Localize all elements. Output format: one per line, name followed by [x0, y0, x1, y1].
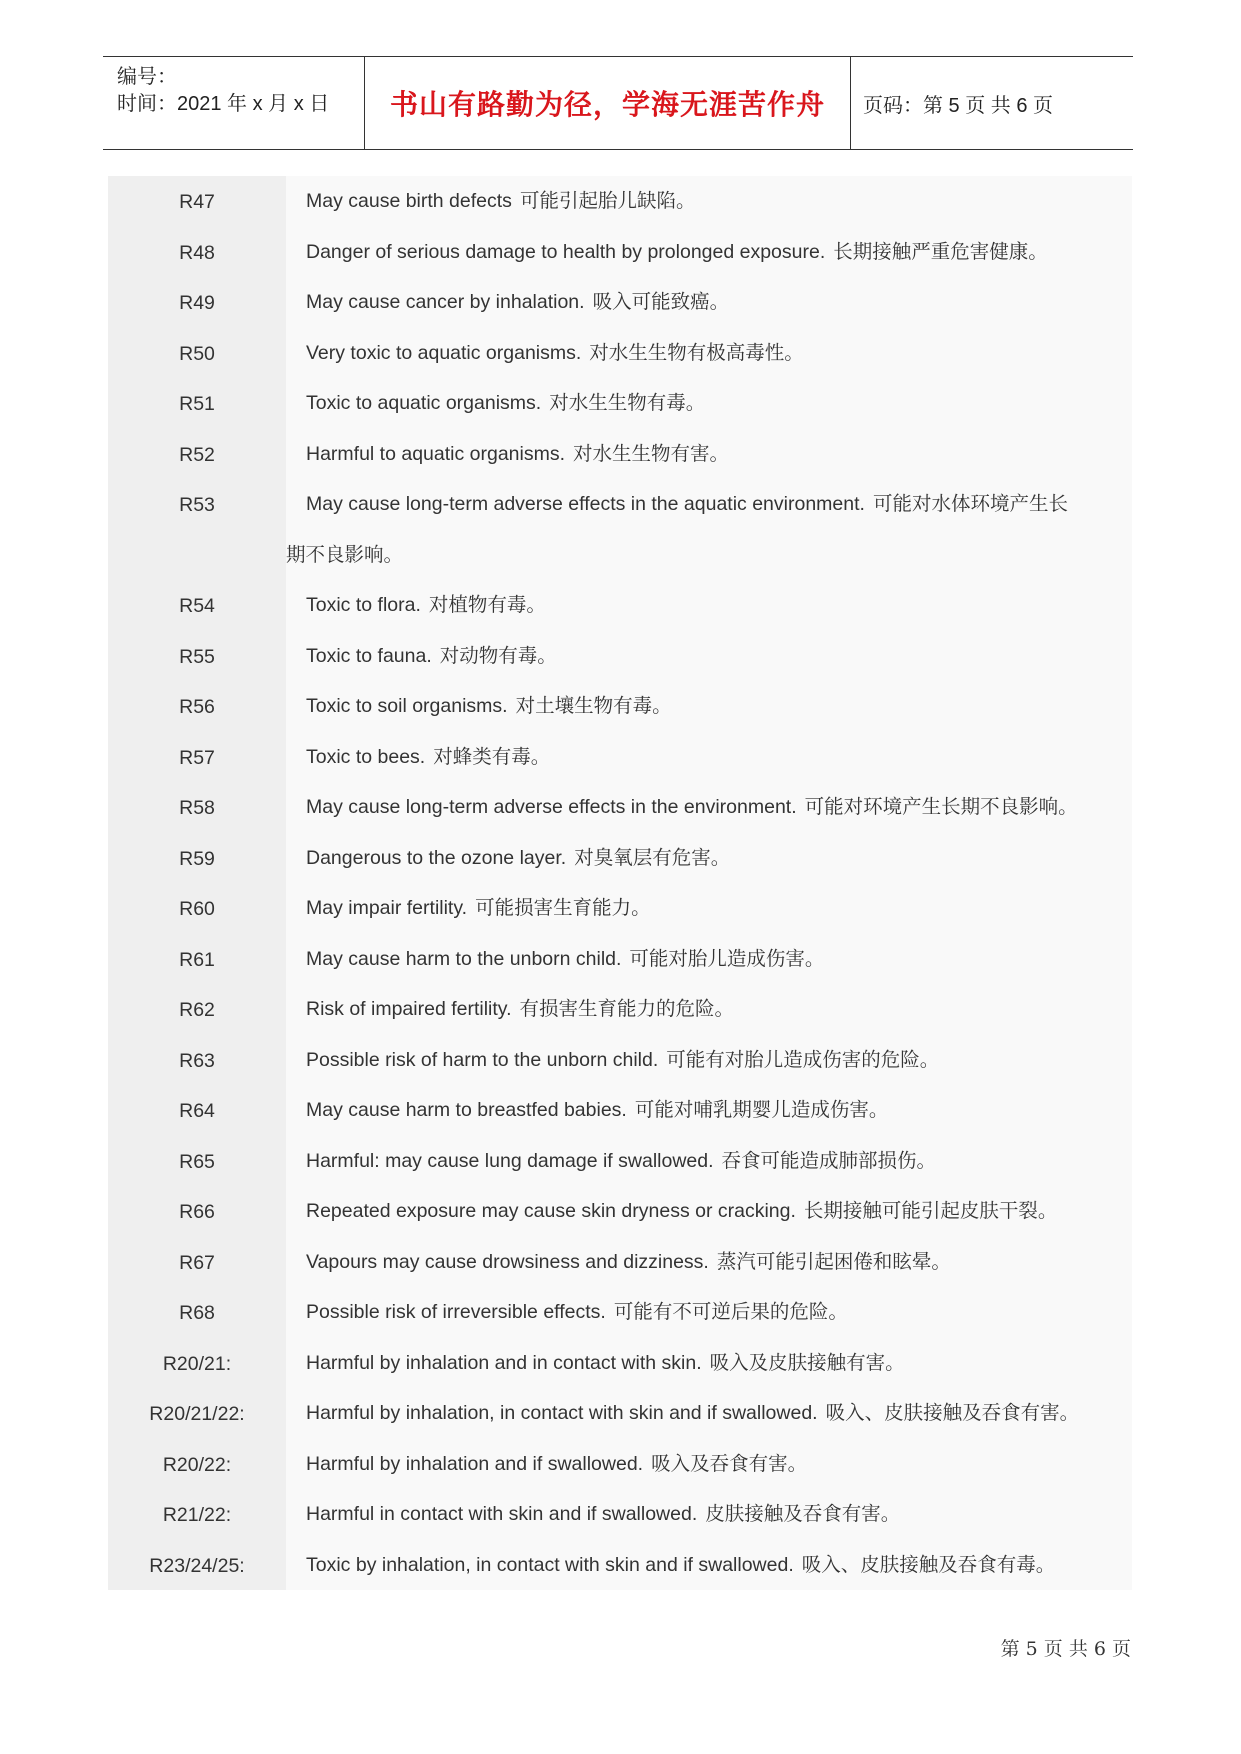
- header-motto-cell: [365, 57, 851, 149]
- table-row: [108, 429, 1132, 480]
- risk-code: R49: [108, 277, 286, 328]
- description-english: Harmful: may cause lung damage if swallowed.: [306, 1149, 714, 1172]
- table-row: [108, 580, 1132, 631]
- risk-code: R23/24/25:: [108, 1540, 286, 1591]
- risk-description: [286, 1287, 1132, 1338]
- description-chinese: 可能对环境产生长期不良影响。: [804, 795, 1078, 818]
- table-row: [108, 479, 1132, 580]
- description-chinese: 可能引起胎儿缺陷。: [519, 189, 696, 212]
- description-chinese: 可能有对胎儿造成伤害的危险。: [666, 1047, 940, 1071]
- risk-code: R52: [108, 429, 286, 480]
- risk-description: [286, 984, 1132, 1035]
- description-english: Harmful in contact with skin and if swallowed.: [306, 1503, 698, 1525]
- risk-description: [286, 227, 1132, 278]
- description-chinese: 皮肤接触及吞食有害。: [705, 1502, 901, 1525]
- description-english: Harmful by inhalation, in contact with skin and if swallowed.: [306, 1402, 818, 1424]
- description-chinese: 对土壤生物有毒。: [515, 694, 672, 717]
- table-row: [108, 1085, 1132, 1136]
- table-row: [108, 681, 1132, 732]
- risk-code: R57: [108, 732, 286, 783]
- description-english: Risk of impaired fertility.: [306, 998, 512, 1020]
- description-chinese: 吸入、皮肤接触及吞食有毒。: [801, 1552, 1056, 1576]
- risk-code: R21/22:: [108, 1489, 286, 1540]
- risk-description: [286, 631, 1132, 682]
- table-row: [108, 378, 1132, 429]
- header-meta-cell: [103, 57, 365, 149]
- description-chinese: 对蜂类有毒。: [433, 744, 551, 768]
- motto: 书山有路勤为径，学海无涯苦作舟: [389, 88, 825, 121]
- description-english: Harmful by inhalation and if swallowed.: [306, 1452, 644, 1475]
- description-english: May cause birth defects: [306, 190, 512, 212]
- table-row: [108, 883, 1132, 934]
- risk-description: [286, 1489, 1132, 1540]
- description-english: Toxic to bees.: [306, 745, 426, 768]
- description-english: Harmful by inhalation and in contact with skin.: [306, 1351, 702, 1374]
- risk-code: R61: [108, 934, 286, 985]
- table-row: [108, 1338, 1132, 1389]
- risk-code: R63: [108, 1035, 286, 1086]
- description-chinese: 长期接触可能引起皮肤干裂。: [803, 1199, 1058, 1222]
- risk-code: R65: [108, 1136, 286, 1187]
- risk-description: [286, 833, 1132, 884]
- risk-code: R68: [108, 1287, 286, 1338]
- description-english: Possible risk of harm to the unborn child.: [306, 1048, 659, 1071]
- description-chinese: 对水生生物有害。: [573, 441, 730, 465]
- risk-code: R54: [108, 580, 286, 631]
- risk-code: R20/21/22:: [108, 1388, 286, 1439]
- risk-description: [286, 934, 1132, 985]
- description-chinese: 可能对胎儿造成伤害。: [629, 946, 825, 970]
- risk-description: [286, 1136, 1132, 1187]
- description-chinese: 对臭氧层有危害。: [574, 845, 731, 869]
- risk-description: [286, 429, 1132, 480]
- table-row: [108, 1237, 1132, 1288]
- table-row: [108, 732, 1132, 783]
- description-english: Very toxic to aquatic organisms.: [306, 341, 582, 364]
- risk-code: R55: [108, 631, 286, 682]
- table-row: [108, 1186, 1132, 1237]
- risk-code: R47: [108, 176, 286, 227]
- risk-description: [286, 378, 1132, 429]
- risk-code: R58: [108, 782, 286, 833]
- risk-description: [286, 479, 1132, 580]
- table-row: [108, 1439, 1132, 1490]
- description-english: Toxic to fauna.: [306, 644, 432, 667]
- description-chinese: 吸入、皮肤接触及吞食有害。: [825, 1401, 1080, 1424]
- risk-description: [286, 1186, 1132, 1237]
- description-english: May cause long-term adverse effects in the aquatic environment.: [306, 493, 865, 515]
- time-label: 时间：2021 年 x 月 x 日: [117, 93, 330, 115]
- risk-description: [286, 732, 1132, 783]
- number-label: 编号：: [117, 66, 177, 88]
- description-chinese: 对水生生物有毒。: [549, 391, 706, 414]
- table-row: [108, 1540, 1132, 1591]
- risk-description: [286, 1338, 1132, 1389]
- risk-description: [286, 277, 1132, 328]
- table-row: [108, 328, 1132, 379]
- description-english: May cause long-term adverse effects in the environment.: [306, 796, 797, 818]
- table-row: [108, 1287, 1132, 1338]
- description-chinese: 对动物有毒。: [439, 643, 557, 667]
- risk-description: [286, 176, 1132, 227]
- risk-code: R67: [108, 1237, 286, 1288]
- risk-code: R56: [108, 681, 286, 732]
- risk-code: R20/21:: [108, 1338, 286, 1389]
- risk-description: [286, 681, 1132, 732]
- description-english: Dangerous to the ozone layer.: [306, 846, 567, 869]
- table-row: [108, 984, 1132, 1035]
- table-row: [108, 833, 1132, 884]
- table-row: [108, 1388, 1132, 1439]
- description-english: Danger of serious damage to health by prolonged exposure.: [306, 240, 826, 263]
- risk-phrase-table: [108, 176, 1132, 1590]
- description-chinese: 可能有不可逆后果的危险。: [613, 1300, 848, 1323]
- risk-code: R64: [108, 1085, 286, 1136]
- table-row: [108, 1489, 1132, 1540]
- table-row: [108, 176, 1132, 227]
- description-english: May impair fertility.: [306, 897, 468, 919]
- description-chinese: 吞食可能造成肺部损伤。: [721, 1148, 937, 1172]
- table-row: [108, 227, 1132, 278]
- risk-description: [286, 1439, 1132, 1490]
- table-row: [108, 277, 1132, 328]
- description-chinese: 吸入可能致癌。: [592, 290, 730, 313]
- table-row: [108, 631, 1132, 682]
- table-row: [108, 1136, 1132, 1187]
- risk-code: R62: [108, 984, 286, 1035]
- risk-description: [286, 1388, 1132, 1439]
- description-english: Toxic to flora.: [306, 594, 421, 616]
- description-chinese: 有损害生育能力的危险。: [519, 997, 735, 1020]
- risk-description: [286, 1035, 1132, 1086]
- description-chinese: 可能对哺乳期婴儿造成伤害。: [634, 1098, 889, 1121]
- risk-description: [286, 328, 1132, 379]
- risk-description: [286, 883, 1132, 934]
- page-footer: 第 5 页 共 6 页: [1000, 1638, 1131, 1660]
- risk-code: R50: [108, 328, 286, 379]
- description-chinese-continued: 期不良影响。: [286, 542, 404, 566]
- risk-description: [286, 782, 1132, 833]
- description-chinese: 吸入及吞食有害。: [651, 1451, 808, 1475]
- table-row: [108, 934, 1132, 985]
- table-row: [108, 1035, 1132, 1086]
- description-english: Toxic to soil organisms.: [306, 695, 508, 717]
- description-chinese: 可能对水体环境产生长: [872, 492, 1068, 515]
- description-english: Toxic by inhalation, in contact with skin and if swallowed.: [306, 1553, 794, 1576]
- description-english: Vapours may cause drowsiness and dizziness.: [306, 1250, 709, 1273]
- risk-code: R60: [108, 883, 286, 934]
- description-english: Toxic to aquatic organisms.: [306, 392, 542, 414]
- risk-code: R20/22:: [108, 1439, 286, 1490]
- page-header: [103, 56, 1133, 150]
- description-english: May cause harm to the unborn child.: [306, 947, 622, 970]
- header-page-cell: [851, 57, 1133, 149]
- description-chinese: 吸入及皮肤接触有害。: [709, 1350, 905, 1374]
- description-english: May cause cancer by inhalation.: [306, 291, 585, 313]
- page-label: 页码：第 5 页 共 6 页: [863, 94, 1054, 117]
- risk-description: [286, 1237, 1132, 1288]
- description-chinese: 对水生生物有极高毒性。: [589, 340, 804, 364]
- description-chinese: 可能损害生育能力。: [475, 896, 651, 919]
- risk-code: R48: [108, 227, 286, 278]
- risk-code: R53: [108, 479, 286, 580]
- description-english: Repeated exposure may cause skin dryness or cracking.: [306, 1200, 796, 1222]
- risk-description: [286, 1085, 1132, 1136]
- description-english: Possible risk of irreversible effects.: [306, 1301, 606, 1323]
- table-row: [108, 782, 1132, 833]
- risk-description: [286, 580, 1132, 631]
- risk-description: [286, 1540, 1132, 1591]
- description-chinese: 对植物有毒。: [428, 593, 546, 616]
- description-english: May cause harm to breastfed babies.: [306, 1099, 627, 1121]
- risk-code: R66: [108, 1186, 286, 1237]
- description-chinese: 长期接触严重危害健康。: [833, 239, 1048, 263]
- description-english: Harmful to aquatic organisms.: [306, 442, 566, 465]
- description-chinese: 蒸汽可能引起困倦和眩晕。: [716, 1249, 951, 1273]
- risk-code: R51: [108, 378, 286, 429]
- risk-code: R59: [108, 833, 286, 884]
